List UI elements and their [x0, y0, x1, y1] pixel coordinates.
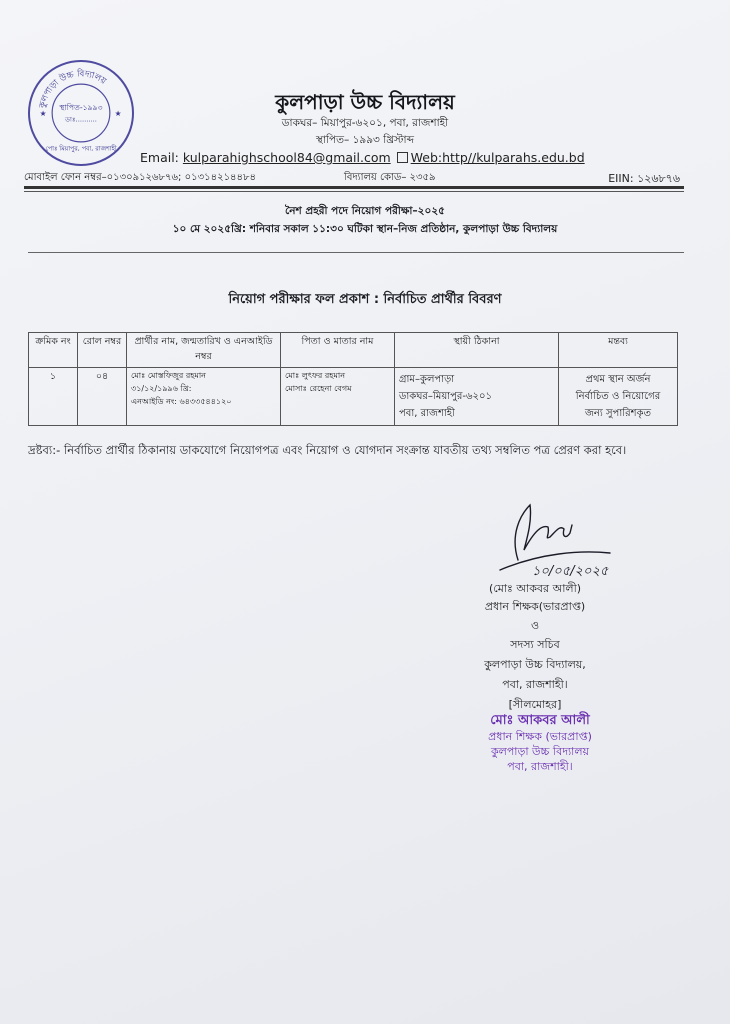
exam-date-line: ১০ মে ২০২৫খ্রি: শনিবার সকাল ১১:৩০ ঘটিকা স্থান–নিজ প্রতিষ্ঠান, কুলপাড়া উচ্চ বিদ্যালয়	[172, 223, 558, 235]
signatory-designation: প্রধান শিক্ষক(ভারপ্রাপ্ত)	[484, 600, 586, 613]
col-serial: ক্রমিক নং	[29, 333, 78, 368]
table-row	[29, 368, 678, 426]
section-divider	[28, 252, 684, 253]
seal-center-line2: ডাঃ..........	[65, 115, 97, 124]
candidate-name: মোঃ মোস্তফিজুর রহমান	[131, 371, 206, 380]
col-address: স্থায়ী ঠিকানা	[395, 333, 559, 368]
father-name: মোঃ লুৎফর রহমান	[285, 371, 345, 380]
cell-address	[395, 368, 559, 426]
email-label: Email:	[140, 150, 179, 165]
candidate-dob: ৩১/১২/১৯৯৬ খ্রি:	[131, 384, 192, 393]
stamp-school: কুলপাড়া উচ্চ বিদ্যালয়	[490, 745, 590, 758]
address-village: গ্রাম–কুলপাড়া	[399, 374, 455, 385]
cell-candidate	[127, 368, 281, 426]
contact-web-line	[140, 150, 585, 165]
seal-bottom-text: পোঃ মিয়াপুর, পবা, রাজশাহী	[45, 145, 117, 153]
web-link[interactable]: Web:http//kulparahs.edu.bd	[410, 150, 585, 165]
contact-row	[24, 170, 680, 187]
note-paragraph: দ্রষ্টব্য:- নির্বাচিত প্রার্থীর ঠিকানায় ডাকযোগে নিয়োগপত্র এবং নিয়োগ ও যোগদান সংক্রান্ত যাবতীয় তথ্য সম্বলিত পত্র প্রেরণ করা হবে।	[28, 443, 627, 457]
cell-serial: ১	[29, 368, 78, 426]
exam-title: নৈশ প্রহরী পদে নিয়োগ পরীক্ষা–২০২৫	[285, 205, 445, 217]
eiin-number: EIIN: ১২৬৮৭৬	[608, 172, 680, 185]
stamp-place: পবা, রাজশাহী।	[507, 760, 573, 773]
school-code: বিদ্যালয় কোড– ২৩৫৯	[344, 172, 436, 183]
cell-remarks	[559, 368, 678, 426]
remark-line1: প্রথম স্থান অর্জন	[585, 374, 651, 385]
table-header-row	[29, 333, 678, 368]
seal-star-left-icon: ★	[39, 108, 47, 118]
signatory-and: ও	[530, 619, 540, 632]
result-table	[28, 332, 678, 426]
signatory-place: পবা, রাজশাহী।	[502, 678, 568, 691]
col-candidate: প্রার্থীর নাম, জন্মতারিখ ও এনআইডি নম্বর	[127, 333, 281, 368]
signatory-role: সদস্য সচিব	[510, 638, 560, 651]
seal-ring-text: কুলপাড়া উচ্চ বিদ্যালয়	[37, 69, 108, 110]
col-parents: পিতা ও মাতার নাম	[281, 333, 395, 368]
seal-star-right-icon: ★	[114, 108, 122, 118]
school-name: কুলপাড়া উচ্চ বিদ্যালয়	[275, 90, 455, 114]
cell-parents	[281, 368, 395, 426]
candidate-nid: এনআইডি নং: ৬৪৩৩৫৪৪১২০	[131, 397, 232, 406]
signatory-name: (মোঃ আকবর আলী)	[488, 582, 582, 595]
signatory-school: কুলপাড়া উচ্চ বিদ্যালয়,	[484, 658, 586, 671]
remark-line2: নির্বাচিত ও নিয়োগের	[575, 391, 661, 402]
cell-roll: ০৪	[78, 368, 127, 426]
address-postoffice: ডাকঘর–মিয়াপুর-৬২০১	[399, 391, 493, 402]
header-divider-thick	[24, 186, 684, 189]
established-line: স্থাপিত– ১৯৯৩ খ্রিস্টাব্দ	[316, 134, 414, 146]
checkbox-icon	[397, 152, 408, 163]
remark-line3: জন্য সুপারিশকৃত	[584, 408, 652, 419]
handwritten-signature	[480, 495, 620, 580]
school-address: ডাকঘর– মিয়াপুর-৬২০১, পবা, রাজশাহী	[281, 117, 449, 129]
signature-date: ১০/০৫/২০২৫	[532, 564, 609, 579]
seal-center-line1: স্থাপিত-১৯৯৩	[59, 103, 103, 113]
mobile-numbers: মোবাইল ফোন নম্বর–০১৩০৯১২৬৮৭৬; ০১৩১৪২১৪৪৮৪	[24, 172, 257, 183]
header-divider-thin	[24, 191, 684, 192]
seal-label: [সীলমোহর]	[508, 698, 562, 711]
mother-name: মোসাঃ রেহেনা বেগম	[285, 384, 352, 393]
stamp-name: মোঃ আকবর আলী	[490, 713, 590, 728]
col-remarks: মন্তব্য	[559, 333, 678, 368]
result-title: নিয়োগ পরীক্ষার ফল প্রকাশ : নির্বাচিত প্রার্থীর বিবরণ	[228, 292, 502, 307]
col-roll: রোল নম্বর	[78, 333, 127, 368]
email-link[interactable]: kulparahighschool84@gmail.com	[182, 150, 391, 165]
stamp-designation: প্রধান শিক্ষক (ভারপ্রাপ্ত)	[488, 730, 592, 743]
address-district: পবা, রাজশাহী	[399, 408, 455, 419]
